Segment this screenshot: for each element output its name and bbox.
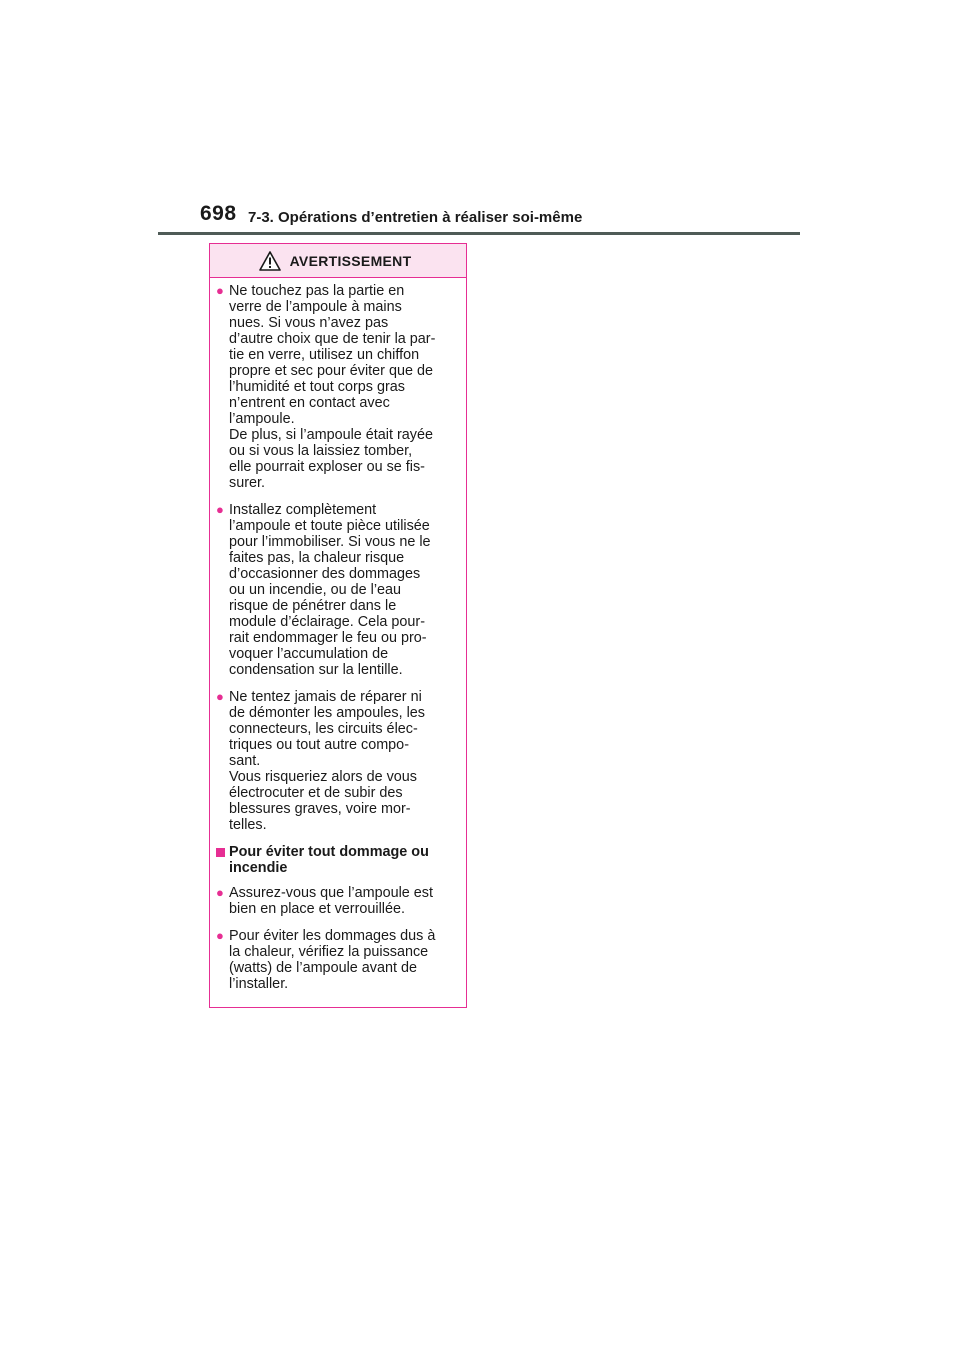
warning-item-text: Ne tentez jamais de réparer ni de démonter les ampoules, les connecteurs, les circuits élec- triques ou tout autre compo- sant. Vous risqueriez alors de vous électrocuter et de subir des blessures graves, voire mor- telles. (229, 689, 425, 833)
circle-bullet-icon: ● (216, 689, 224, 704)
page-header (200, 202, 800, 236)
warning-title: AVERTISSEMENT (289, 252, 412, 269)
page-number: 698 (200, 202, 237, 225)
warning-subheading (216, 844, 466, 876)
warning-item (216, 689, 466, 833)
warning-item (216, 502, 466, 678)
circle-bullet-icon: ● (216, 885, 224, 900)
circle-bullet-icon: ● (216, 502, 224, 517)
warning-item (216, 928, 466, 992)
warning-item-text: Pour éviter les dommages dus à la chaleur, vérifiez la puissance (watts) de l’ampoule avant de l’installer. (229, 928, 436, 992)
warning-item-text: Installez complètement l’ampoule et toute pièce utilisée pour l’immobiliser. Si vous ne le faites pas, la chaleur risque d’occasionner des dommages ou un incendie, ou de l’eau risque de pénétrer dans le module d’éclairage. Cela pour- rait endommager le feu ou pro- voquer l’accumulation de condensation sur la lentille. (229, 502, 431, 678)
square-bullet-icon (216, 848, 225, 857)
warning-item-text: Assurez-vous que l’ampoule est bien en place et verrouillée. (229, 885, 433, 917)
warning-box (209, 243, 467, 1008)
warning-triangle-icon (259, 251, 281, 271)
warning-body (210, 278, 466, 992)
warning-subheading-text: Pour éviter tout dommage ou incendie (229, 844, 429, 876)
header-rule (158, 232, 800, 235)
warning-item (216, 885, 466, 917)
warning-item (216, 283, 466, 491)
section-title: 7-3. Opérations d’entretien à réaliser soi-même (248, 209, 583, 226)
circle-bullet-icon: ● (216, 928, 224, 943)
circle-bullet-icon: ● (216, 283, 224, 298)
warning-item-text: Ne touchez pas la partie en verre de l’ampoule à mains nues. Si vous n’avez pas d’autre choix que de tenir la par- tie en verre, utilisez un chiffon propre et sec pour éviter que de l’humidité et tout corps gras n’entrent en contact avec l’ampoule. De plus, si l’ampoule était rayée ou si vous la laissiez tomber, elle pourrait exploser ou se fis- surer. (229, 283, 436, 491)
warning-header (210, 244, 466, 278)
